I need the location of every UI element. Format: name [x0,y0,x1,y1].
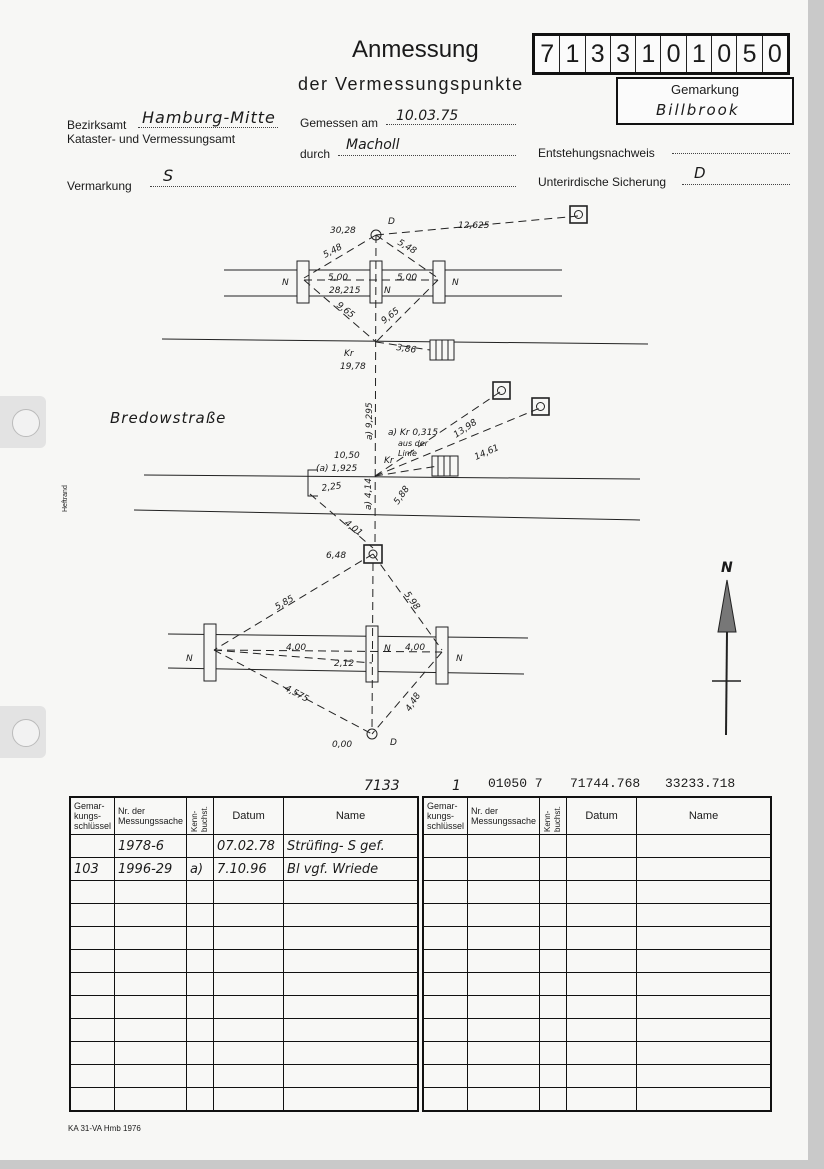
cell-gem [423,996,468,1019]
sketch-lines [134,206,648,739]
table-row [423,858,771,881]
cell-gem [70,835,115,858]
label-965a: 9,65 [334,300,357,321]
label-kr0315: a) Kr 0,315 [388,428,439,438]
cell-nr [468,973,540,996]
form-title: Anmessung [352,36,479,63]
cell-nr [468,904,540,927]
cell-name [284,1019,418,1042]
header-name: Name [284,797,418,835]
label-1050: 10,50 [334,451,360,461]
table-row [423,835,771,858]
point-number-digit: 3 [586,36,611,72]
vermarkung-value: S [163,166,174,185]
table-row [70,835,418,858]
cell-gem [70,996,115,1019]
table-row [423,904,771,927]
cell-kenn: a) [187,858,214,881]
durch-label: durch [300,147,331,161]
cell-name [284,950,418,973]
cell-name [637,927,771,950]
bezirksamt-value: Hamburg-Mitte [142,108,276,127]
cell-gem [70,1065,115,1088]
vermarkung-label: Vermarkung [67,179,132,193]
coord-flag: 1 [452,778,461,794]
cell-datum [567,927,637,950]
label-648: 6,48 [326,551,347,561]
table-row [70,1088,418,1112]
point-number-digit: 0 [661,36,686,72]
cell-nr [115,973,187,996]
label-965b: 9,65 [379,306,402,327]
coord-x: 71744.768 [570,776,641,791]
cell-nr [468,835,540,858]
cell-name [637,996,771,1019]
cell-kenn [187,1019,214,1042]
cell-gem [423,1019,468,1042]
cell-kenn [540,1065,567,1088]
point-number-digit: 0 [767,40,782,68]
label-588: 5,88 [392,484,412,507]
cell-gem [423,858,468,881]
point-number-digit: 3 [611,36,636,72]
footer-code: KA 31-VA Hmb 1976 [68,1124,141,1133]
cell-nr: 1996-29 [115,858,187,881]
sketch-labels [186,217,501,750]
cell-kenn [187,835,214,858]
cell-kenn [187,950,214,973]
cell-kenn [540,904,567,927]
cell-kenn [187,1042,214,1065]
point-number-digit: 7 [535,36,560,72]
cell-kenn [540,973,567,996]
cell-nr [115,996,187,1019]
cell-datum [214,950,284,973]
cell-name [284,1065,418,1088]
label-225: 2,25 [321,481,343,494]
table-row [70,927,418,950]
label-n2: N [384,286,391,296]
cell-kenn [187,973,214,996]
label-n3: N [452,278,459,288]
cell-datum [214,996,284,1019]
label-kr2: Kr [384,456,394,466]
label-n6: N [456,654,463,664]
table-row [423,973,771,996]
table-row [423,1065,771,1088]
label-548b: 5,48 [395,237,418,257]
table-row [423,1042,771,1065]
cell-kenn [540,835,567,858]
cell-name [637,858,771,881]
coord-y: 33233.718 [665,776,736,791]
header-gemarkung: Gemar-kungs-schlüssel [70,797,115,835]
table-row [423,996,771,1019]
label-598: 5,98 [401,589,422,612]
cell-datum [567,904,637,927]
cell-nr [468,927,540,950]
cell-gem [423,927,468,950]
cell-name [284,927,418,950]
table-row [70,904,418,927]
cell-kenn [540,950,567,973]
label-548a: 5,48 [321,242,345,261]
table-row [70,996,418,1019]
header-gemarkung: Gemar-kungs-schlüssel [423,797,468,835]
point-number-digit: 1 [636,36,661,72]
cell-name [284,996,418,1019]
cell-gem [70,904,115,927]
label-400a: 4,00 [286,643,307,653]
table-row [70,1042,418,1065]
cell-name [637,1042,771,1065]
heftrand-label: Heftrand [62,485,69,512]
cell-datum: 7.10.96 [214,858,284,881]
cell-nr [468,996,540,1019]
cell-nr: 1978-6 [115,835,187,858]
label-d-top: D [388,217,395,227]
cell-datum [214,904,284,927]
gemessen-label: Gemessen am [300,116,379,130]
cell-name [637,1088,771,1112]
cell-gem [70,927,115,950]
cell-datum [214,973,284,996]
cell-datum [567,1088,637,1112]
cell-kenn [540,858,567,881]
cell-name [637,881,771,904]
cell-nr [115,881,187,904]
header-kenn: Kenn-buchst. [540,797,567,835]
cell-kenn [540,1019,567,1042]
cell-datum [567,1065,637,1088]
table-row [423,950,771,973]
label-n4: N [186,654,193,664]
table-row [423,881,771,904]
point-number-digit: 1 [687,36,712,72]
cell-nr [115,1042,187,1065]
cell-kenn [187,1088,214,1112]
cell-kenn [540,1088,567,1112]
gemarkung-value: Billbrook [656,101,740,119]
cell-nr [468,881,540,904]
cell-gem [70,881,115,904]
cell-name [637,1065,771,1088]
cell-datum [567,996,637,1019]
point-number-digit: 5 [737,36,762,72]
table-row [423,927,771,950]
label-12625: 12,625 [458,221,490,231]
label-n1: N [282,278,289,288]
cell-gem [423,904,468,927]
header-datum: Datum [214,797,284,835]
header-nr: Nr. der Messungssache [115,797,187,835]
cell-datum [567,973,637,996]
entstehung-label: Entstehungsnachweis [538,146,655,160]
cell-datum [567,1042,637,1065]
records-table-left [69,796,419,1112]
cell-datum [214,1042,284,1065]
label-aus-der: aus der [398,439,428,448]
cell-gem [423,973,468,996]
label-linie: Linie [398,449,417,458]
cell-kenn [540,996,567,1019]
table-row [70,973,418,996]
cell-kenn [187,904,214,927]
gemarkung-label: Gemarkung [671,82,739,97]
cell-gem [70,1088,115,1112]
cell-datum [214,1019,284,1042]
cell-datum [214,927,284,950]
cell-datum [567,1019,637,1042]
cell-nr [468,1042,540,1065]
header-nr: Nr. der Messungssache [468,797,540,835]
durch-value: Macholl [346,137,400,153]
cell-name [637,904,771,927]
cell-nr [115,927,187,950]
cell-kenn [187,1065,214,1088]
header-datum: Datum [567,797,637,835]
cell-name [637,950,771,973]
label-9295: a) 9,295 [365,402,375,440]
table-row [70,858,418,881]
coord-prefix: 7133 [364,778,400,794]
sicherung-value: D [694,164,706,182]
cell-gem [70,973,115,996]
cell-gem [423,835,468,858]
street-name: Bredowstraße [110,409,227,427]
label-1461: 14,61 [473,443,501,463]
label-401: 4,01 [342,518,365,539]
cell-kenn [187,927,214,950]
cell-datum [567,950,637,973]
table-row [70,881,418,904]
cell-gem [423,950,468,973]
cell-nr [115,950,187,973]
header-name: Name [637,797,771,835]
cell-nr [468,950,540,973]
label-212: 2,12 [334,659,355,669]
label-4575: 4,575 [282,683,311,705]
cell-kenn [187,996,214,1019]
cell-name [284,1088,418,1112]
cell-name [284,973,418,996]
coord-number: 01050 7 [488,776,543,791]
north-label: N [721,560,733,576]
label-500a: 5,00 [328,273,349,283]
cell-gem [70,950,115,973]
cell-nr [468,1088,540,1112]
cell-datum [214,1088,284,1112]
cell-gem [423,1088,468,1112]
table-row [423,1019,771,1042]
cell-name [637,835,771,858]
label-d-bot: D [390,738,397,748]
north-arrow-icon [712,560,741,735]
label-1925: (a) 1,925 [316,464,358,474]
cell-name: Bl vgf. Wriede [284,858,418,881]
cell-nr [468,1065,540,1088]
cell-nr [115,1088,187,1112]
label-28215: 28,215 [329,286,361,296]
cell-nr [115,1065,187,1088]
table-row [70,950,418,973]
label-500b: 5,00 [397,273,418,283]
cell-nr [468,1019,540,1042]
label-n5: N [384,644,391,654]
cell-name: Strüfing- S gef. [284,835,418,858]
label-1398: 13,98 [452,417,480,441]
bezirksamt-label: Bezirksamt [67,118,127,132]
label-414: a) 4,14 [364,478,374,510]
point-number-digit: 1 [560,36,585,72]
cell-datum [214,1065,284,1088]
cell-datum: 07.02.78 [214,835,284,858]
cell-kenn [540,1042,567,1065]
cell-nr [468,858,540,881]
point-number-digit: 0 [712,36,737,72]
header-kenn: Kenn-buchst. [187,797,214,835]
cell-name [637,1019,771,1042]
gemessen-value: 10.03.75 [396,108,459,124]
cell-kenn [187,881,214,904]
label-3028: 30,28 [330,226,356,236]
sicherung-label: Unterirdische Sicherung [538,175,667,189]
cell-datum [567,881,637,904]
table-row [423,1088,771,1112]
form-subtitle: der Vermessungspunkte [298,74,524,94]
records-table-right [422,796,772,1112]
cell-gem: 103 [70,858,115,881]
cell-gem [423,1065,468,1088]
cell-nr [115,904,187,927]
cell-nr [115,1019,187,1042]
label-400b: 4,00 [405,643,426,653]
cell-gem [423,1042,468,1065]
amt-label: Kataster- und Vermessungsamt [67,132,236,146]
cell-datum [214,881,284,904]
label-386: 3,86 [395,343,417,356]
sketch-dashed-lines [214,216,578,734]
cell-gem [423,881,468,904]
cell-name [284,904,418,927]
cell-name [284,1042,418,1065]
cell-datum [567,835,637,858]
label-kr1: Kr [344,349,354,359]
cell-name [637,973,771,996]
cell-datum [567,858,637,881]
cell-gem [70,1042,115,1065]
table-row [70,1019,418,1042]
label-448: 4,48 [404,691,424,714]
cell-kenn [540,927,567,950]
label-000: 0,00 [332,740,353,750]
table-row [70,1065,418,1088]
cell-kenn [540,881,567,904]
cell-gem [70,1019,115,1042]
label-1978: 19,78 [340,362,366,372]
label-585: 5,85 [273,593,296,613]
cell-name [284,881,418,904]
